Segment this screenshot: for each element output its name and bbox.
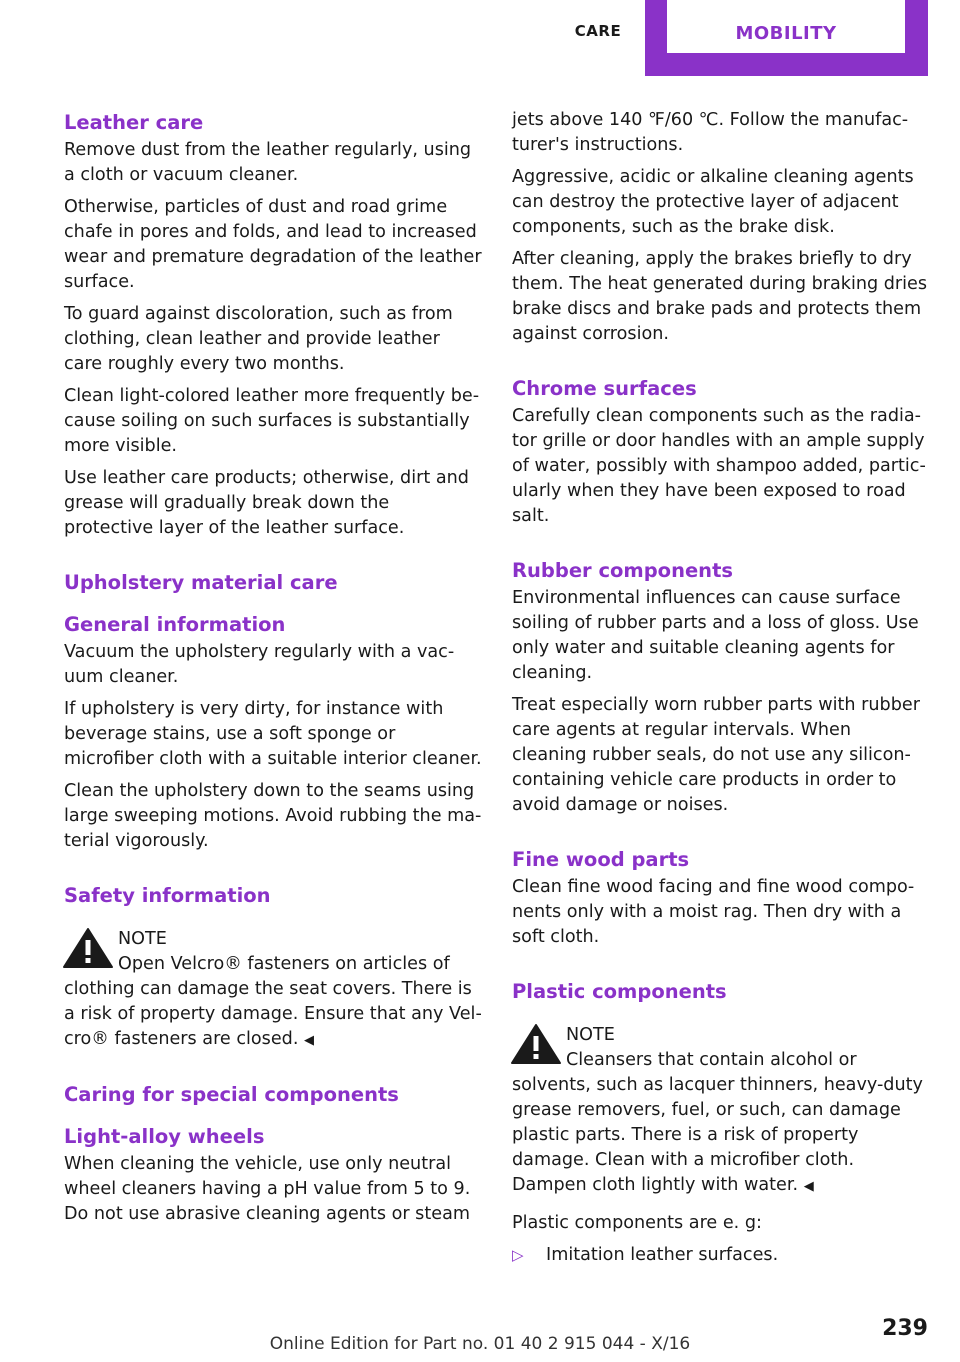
leather-paragraph-4: Clean light-colored leather more frequently because soiling on such surfaces is substantially more visible.	[64, 386, 480, 456]
leather-paragraph-2: Otherwise, particles of dust and road grime chafe in pores and folds, and lead to increased wear and premature degradation of the leather surface.	[64, 197, 482, 292]
left-column	[64, 108, 482, 1234]
note-text: Cleansers that contain alcohol or solvents, such as lacquer thinners, heavy-duty grease removers, fuel, or such, can damage plastic parts. There is a risk of property damage. Clean with a microfiber cloth. Dampen cloth lightly with water.	[512, 1050, 923, 1195]
upholstery-paragraph-2: If upholstery is very dirty, for instance with beverage stains, use a soft sponge or microfiber cloth with a suitable interior cleaner.	[64, 699, 482, 769]
end-mark-icon: ◀	[304, 1033, 315, 1048]
note-text: Open Velcro® fasteners on articles of clothing can damage the seat covers. There is a risk of property damage. Ensure that any Velcro® fasteners are closed.	[64, 954, 482, 1049]
heading-leather-care: Leather care	[64, 111, 204, 134]
warning-triangle-icon	[510, 1023, 562, 1065]
plastic-paragraph: Plastic components are e. g:	[512, 1213, 762, 1233]
leather-paragraph-5: Use leather care products; otherwise, dirt and grease will gradually break down the protective layer of the leather surface.	[64, 468, 469, 538]
heading-rubber-components: Rubber components	[512, 559, 733, 582]
footer-edition: Online Edition for Part no. 01 40 2 915 044 - X/16	[269, 1334, 691, 1354]
leather-paragraph-1: Remove dust from the leather regularly, using a cloth or vacuum cleaner.	[64, 140, 472, 185]
wheels-paragraph-3: After cleaning, apply the brakes briefly to dry them. The heat generated during braking dries brake discs and brake pads and protects them against corrosion.	[512, 249, 928, 344]
note-cleansers	[512, 1019, 930, 1199]
header-tab-care: CARE	[574, 22, 622, 40]
list-item-text: Imitation leather surfaces.	[546, 1245, 779, 1265]
rubber-paragraph-2: Treat especially worn rubber parts with rubber care agents at regular intervals. When cleaning rubber seals, do not use any silicon-containing vehicle care products in order to avoid damage or noises.	[512, 695, 920, 815]
wheels-paragraph: When cleaning the vehicle, use only neutral wheel cleaners having a pH value from 5 to 9. Do not use abrasive cleaning agents or steam	[64, 1154, 471, 1224]
upholstery-paragraph-1: Vacuum the upholstery regularly with a vacuum cleaner.	[64, 642, 455, 687]
header-tab-mobility	[645, 0, 928, 76]
end-mark-icon: ◀	[803, 1179, 814, 1194]
heading-general-information: General information	[64, 613, 286, 636]
list-item	[512, 1243, 930, 1268]
wheels-paragraph-2: Aggressive, acidic or alkaline cleaning agents can destroy the protective layer of adjacent components, such as the brake disk.	[512, 167, 914, 237]
heading-plastic-components: Plastic components	[512, 980, 727, 1003]
note-title: NOTE	[566, 1025, 615, 1045]
heading-light-alloy-wheels: Light-alloy wheels	[64, 1125, 265, 1148]
page-number: 239	[882, 1316, 928, 1341]
heading-safety-information: Safety information	[64, 884, 271, 907]
note-velcro	[64, 923, 482, 1053]
upholstery-paragraph-3: Clean the upholstery down to the seams using large sweeping motions. Avoid rubbing the material vigorously.	[64, 781, 482, 851]
wood-paragraph: Clean fine wood facing and fine wood components only with a moist rag. Then dry with a soft cloth.	[512, 877, 915, 947]
note-title: NOTE	[118, 929, 167, 949]
heading-special-components: Caring for special components	[64, 1083, 399, 1106]
rubber-paragraph-1: Environmental influences can cause surface soiling of rubber parts and a loss of gloss. Use only water and suitable cleaning agents for cleaning.	[512, 588, 919, 683]
header-tab-mobility-label: MOBILITY	[667, 0, 905, 53]
heading-fine-wood-parts: Fine wood parts	[512, 848, 690, 871]
wheels-paragraph-continued: jets above 140 ℉/60 ℃. Follow the manufacturer's instructions.	[512, 110, 909, 155]
leather-paragraph-3: To guard against discoloration, such as from clothing, clean leather and provide leather care roughly every two months.	[64, 304, 453, 374]
heading-chrome-surfaces: Chrome surfaces	[512, 377, 697, 400]
warning-triangle-icon	[62, 927, 114, 969]
heading-upholstery-care: Upholstery material care	[64, 571, 338, 594]
triangle-bullet-icon: ▷	[512, 1246, 524, 1264]
chrome-paragraph: Carefully clean components such as the radiator grille or door handles with an ample supply of water, possibly with shampoo added, particularly when they have been exposed to road salt.	[512, 406, 926, 526]
right-column	[512, 108, 930, 1268]
